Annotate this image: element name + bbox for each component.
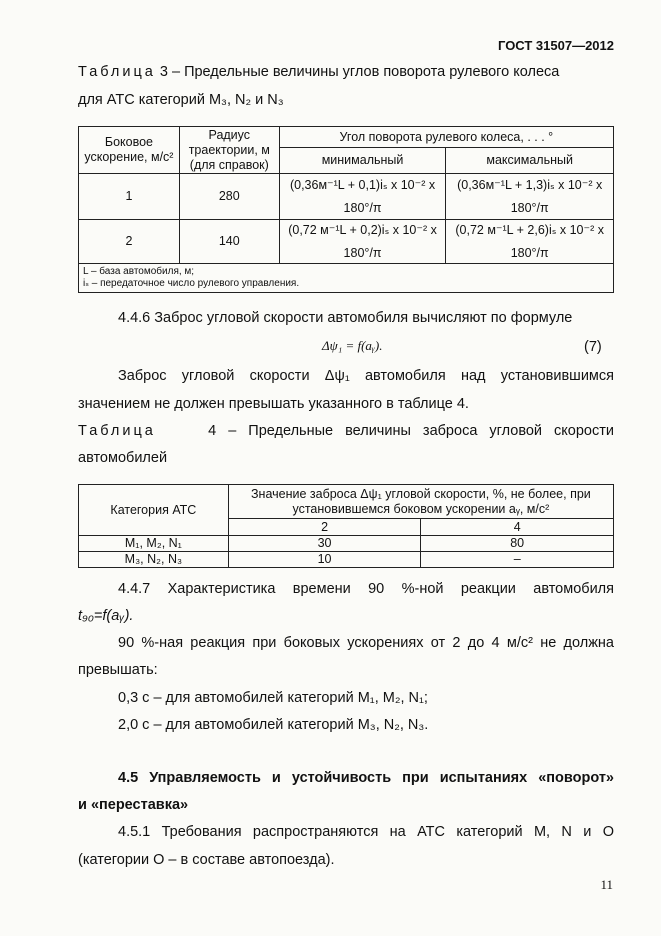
cell-line: (0,36м⁻¹L + 1,3)iₛ x 10⁻² x: [457, 177, 603, 192]
table4-header-value: [228, 485, 613, 519]
table3: [78, 126, 614, 293]
table4-cell: M₃, N₂, N₃: [79, 552, 229, 568]
para-overshoot-l1: Заброс угловой скорости Δψ₁ автомобиля над установившимся: [118, 368, 614, 384]
table3-cell: [279, 220, 446, 264]
table3-caption-word: Таблица: [78, 64, 156, 80]
document-code: ГОСТ 31507—2012: [498, 38, 614, 53]
table3-header-min: минимальный: [279, 148, 446, 174]
section-45-heading-l1: 4.5 Управляемость и устойчивость при испытаниях «поворот»: [118, 770, 614, 786]
para-446: 4.4.6 Заброс угловой скорости автомобиля вычисляют по формуле: [118, 310, 573, 326]
table3-note-cell: [79, 264, 614, 293]
table-row: [79, 552, 614, 568]
table3-cell: 140: [179, 220, 279, 264]
table4-header-category: Категория АТС: [79, 485, 229, 536]
table4: [78, 484, 614, 568]
cell-line: 180°/π: [510, 200, 549, 215]
section-45-heading-l2: и «переставка»: [78, 797, 189, 813]
table4-caption-line2: автомобилей: [78, 450, 168, 466]
table4-caption-text: 4 – Предельные величины заброса угловой скорости: [208, 423, 614, 439]
table-row: [79, 174, 614, 220]
table-row: [79, 536, 614, 552]
table3-cell: [446, 220, 614, 264]
para-447-l2: t₉₀=f(aᵧ).: [78, 608, 134, 624]
para-451-l1: 4.5.1 Требования распространяются на АТС категорий M, N и O: [118, 824, 614, 840]
table4-cell: 30: [228, 536, 421, 552]
para-451-l2: (категории O – в составе автопоезда).: [78, 852, 335, 868]
cell-line: 180°/π: [510, 245, 549, 260]
table4-cell: –: [421, 552, 614, 568]
table3-note: L – база автомобиля, м;: [83, 266, 195, 277]
para-447-l1: 4.4.7 Характеристика времени 90 %-ной реакции автомобиля: [118, 581, 614, 597]
table3-cell: [279, 174, 446, 220]
table3-cell: 280: [179, 174, 279, 220]
para-90-l2: превышать:: [78, 662, 158, 678]
table3-header-radius: Радиус траектории, м (для справок): [179, 127, 279, 174]
cell-line: (0,72 м⁻¹L + 2,6)iₛ x 10⁻² x: [455, 222, 604, 237]
cell-line: (0,36м⁻¹L + 0,1)iₛ x 10⁻² x: [289, 177, 436, 192]
header-line: установившемся боковом ускорении aᵧ, м/с²: [292, 501, 550, 516]
cell-line: 180°/π: [343, 245, 382, 260]
table3-cell: 2: [79, 220, 180, 264]
table3-cell: [446, 174, 614, 220]
table3-header-angle: Угол поворота рулевого колеса, . . . °: [279, 127, 613, 148]
table4-cell: M₁, M₂, N₁: [79, 536, 229, 552]
list-item: 0,3 с – для автомобилей категорий M₁, M₂, N₁;: [118, 690, 428, 706]
table4-caption-word: Таблица: [78, 423, 156, 439]
page-number: 11: [600, 877, 613, 892]
para-90-l1: 90 %-ная реакция при боковых ускорениях от 2 до 4 м/с² не должна: [118, 635, 614, 651]
table3-cell: 1: [79, 174, 180, 220]
table4-sub-2: 2: [228, 519, 421, 536]
table4-cell: 80: [421, 536, 614, 552]
table3-note: iₛ – передаточное число рулевого управления.: [83, 278, 300, 289]
table3-header-max: максимальный: [446, 148, 614, 174]
table-row: [79, 220, 614, 264]
list-item: 2,0 с – для автомобилей категорий M₃, N₂, N₃.: [118, 717, 429, 733]
cell-line: (0,72 м⁻¹L + 0,2)iₛ x 10⁻² x: [288, 222, 437, 237]
cell-line: 180°/π: [343, 200, 382, 215]
table3-notes: [79, 264, 614, 293]
table4-caption: [78, 422, 614, 440]
formula-7: Δψ₁ = f(aᵧ).: [322, 338, 383, 353]
table4-cell: 10: [228, 552, 421, 568]
header-line: Значение заброса Δψ₁ угловой скорости, %, не более, при: [250, 486, 591, 501]
table3-caption-line2: для АТС категорий M₃, N₂ и N₃: [78, 92, 284, 108]
para-overshoot-l2: значением не должен превышать указанного в таблице 4.: [78, 396, 469, 412]
formula-number: (7): [584, 339, 602, 355]
table3-caption: [78, 63, 559, 81]
table4-sub-4: 4: [421, 519, 614, 536]
table3-caption-text: 3 – Предельные величины углов поворота рулевого колеса: [159, 64, 560, 80]
table3-header-accel: Боковое ускорение, м/с²: [79, 127, 180, 174]
